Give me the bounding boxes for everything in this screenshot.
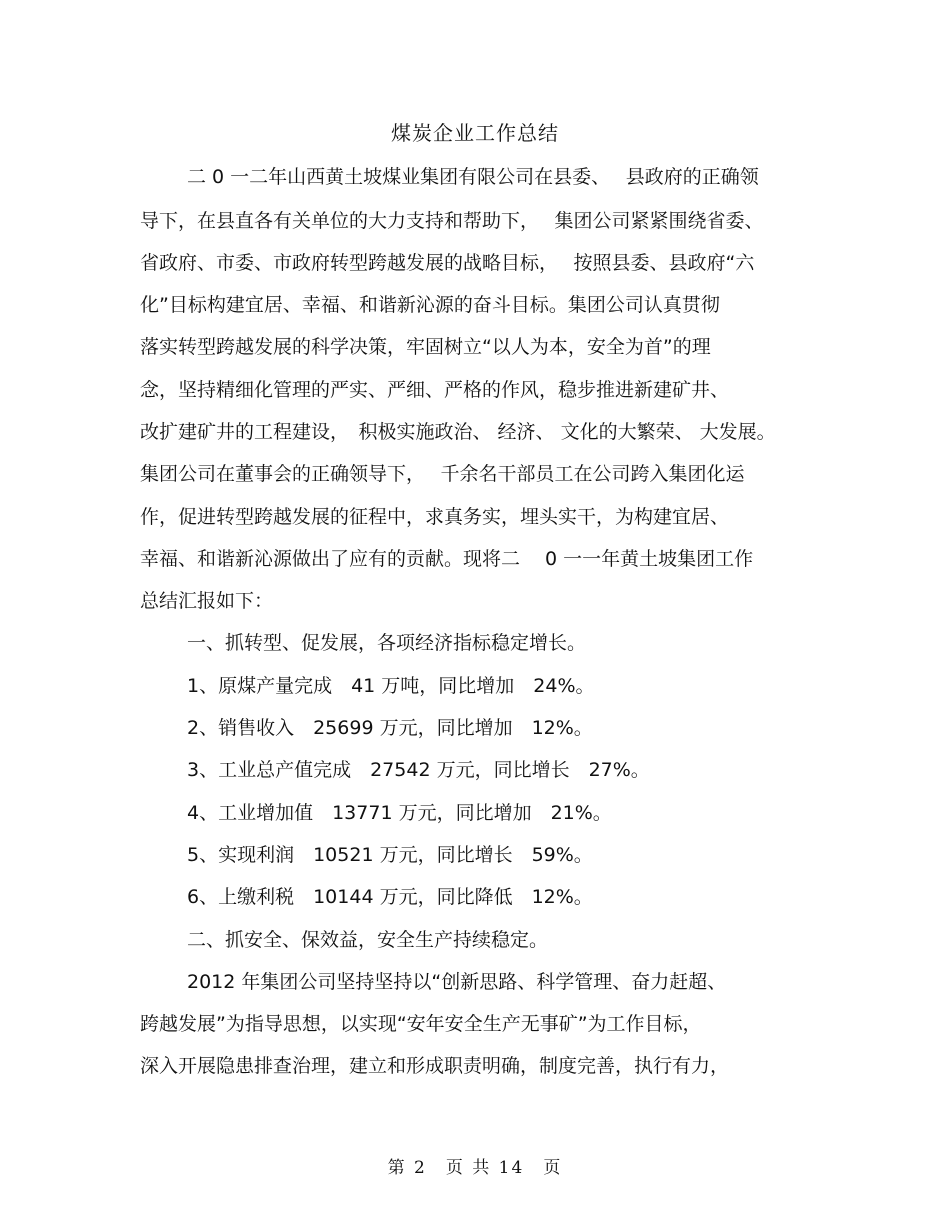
list-item: 6、上缴利税 10144 万元，同比降低 12%。 [187, 886, 593, 908]
list-item: 1、原煤产量完成 41 万吨，同比增加 24%。 [187, 675, 595, 697]
page-number-footer: 第 2 页 共 14 页 [387, 1158, 563, 1178]
paragraph-line: 跨越发展”为指导思想，以实现“安年安全生产无事矿”为工作目标， [140, 1013, 702, 1035]
paragraph-line: 念，坚持精细化管理的严实、严细、严格的作风，稳步推进新建矿井、 [140, 379, 730, 401]
section-heading: 二、抓安全、保效益，安全生产持续稳定。 [187, 929, 549, 951]
list-item: 4、工业增加值 13771 万元，同比增加 21%。 [187, 802, 612, 824]
section-heading: 一、抓转型、促发展，各项经济指标稳定增长。 [187, 632, 587, 654]
paragraph-line: 幸福、和谐新沁源做出了应有的贡献。现将二 0 一一年黄土坡集团工作 [140, 548, 754, 570]
paragraph-line: 导下，在县直各有关单位的大力支持和帮助下， 集团公司紧紧围绕省委、 [140, 210, 764, 232]
paragraph-line: 二 0 一二年山西黄土坡煤业集团有限公司在县委、 县政府的正确领 [187, 166, 759, 188]
paragraph-line: 落实转型跨越发展的科学决策，牢固树立“以人为本，安全为首”的理 [140, 336, 711, 358]
paragraph-line: 深入开展隐患排查治理，建立和形成职责明确，制度完善，执行有力， [140, 1055, 730, 1077]
paragraph-line: 总结汇报如下： [140, 590, 274, 612]
paragraph-line: 改扩建矿井的工程建设， 积极实施政治、 经济、 文化的大繁荣、 大发展。 [140, 421, 776, 443]
paragraph-line: 2012 年集团公司坚持坚持以“创新思路、科学管理、奋力赶超、 [187, 971, 727, 993]
document-title: 煤炭企业工作总结 [391, 121, 559, 145]
paragraph-line: 作，促进转型跨越发展的征程中，求真务实，埋头实干，为构建宜居、 [140, 506, 730, 528]
list-item: 5、实现利润 10521 万元，同比增长 59%。 [187, 844, 593, 866]
list-item: 2、销售收入 25699 万元，同比增加 12%。 [187, 717, 593, 739]
paragraph-line: 省政府、市委、市政府转型跨越发展的战略目标， 按照县委、县政府“六 [140, 252, 755, 274]
paragraph-line: 集团公司在董事会的正确领导下， 千余名干部员工在公司跨入集团化运 [140, 463, 745, 485]
list-item: 3、工业总产值完成 27542 万元，同比增长 27%。 [187, 759, 650, 781]
paragraph-line: 化”目标构建宜居、幸福、和谐新沁源的奋斗目标。集团公司认真贯彻 [140, 294, 720, 316]
